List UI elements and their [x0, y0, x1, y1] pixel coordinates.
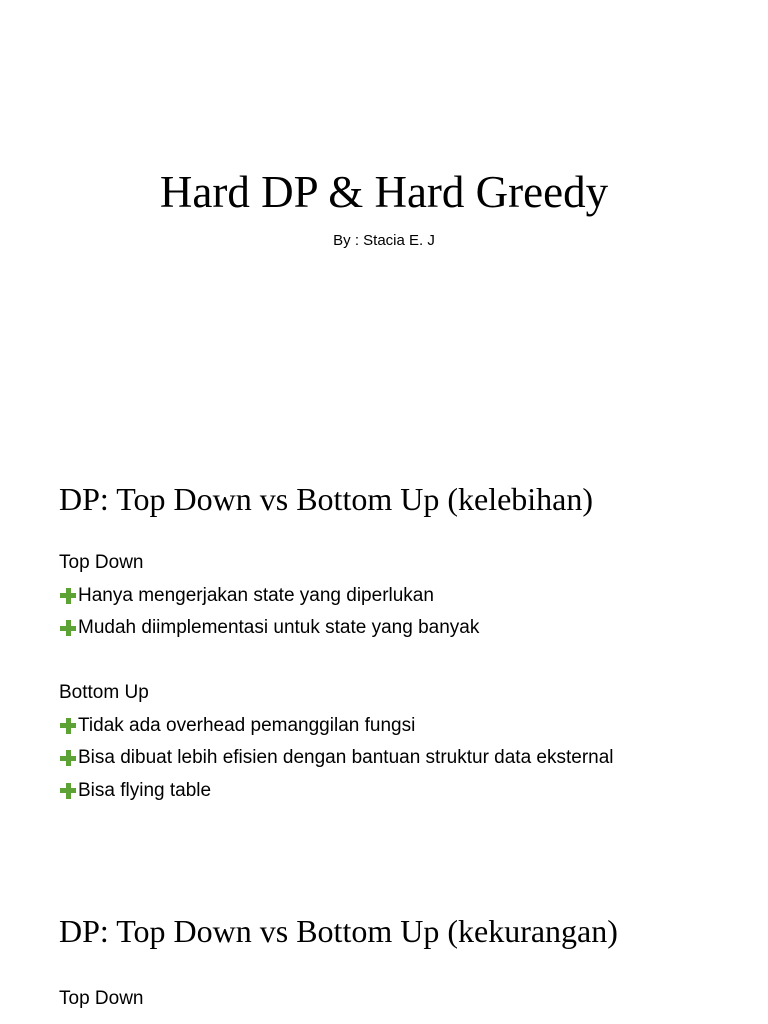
plus-icon [59, 782, 77, 800]
bullet-text: Hanya mengerjakan state yang diperlukan [78, 584, 434, 606]
plus-icon [59, 587, 77, 605]
bullet-item [59, 612, 614, 645]
slide-advantages [0, 430, 768, 860]
bullet-item [59, 580, 614, 613]
bullet-list-top-down [59, 580, 614, 645]
bullet-text: Bisa flying table [78, 779, 212, 801]
bullet-text: Mudah diimplementasi untuk state yang banyak [78, 617, 480, 638]
slide-disadvantages [0, 860, 768, 1024]
bullet-text: Tidak ada overhead pemanggilan fungsi [78, 714, 416, 736]
bullet-list-bottom-up [59, 710, 614, 808]
plus-icon [59, 717, 77, 735]
section-label-top-down: Top Down [59, 988, 144, 1009]
section-label-bottom-up: Bottom Up [59, 682, 149, 703]
title-slide [0, 0, 768, 430]
slide-heading: DP: Top Down vs Bottom Up (kekurangan) [59, 913, 618, 949]
author-subtitle: By : Stacia E. J [333, 232, 435, 249]
slide-heading: DP: Top Down vs Bottom Up (kelebihan) [59, 481, 594, 517]
slide-body [59, 547, 614, 807]
bullet-item [59, 742, 614, 775]
bullet-text: Bisa dibuat lebih efisien dengan bantuan struktur data eksternal [78, 747, 614, 768]
plus-icon [59, 619, 77, 637]
bullet-item [59, 775, 614, 808]
slide-body [59, 983, 144, 1016]
presentation-title: Hard DP & Hard Greedy [159, 167, 609, 217]
section-spacer [59, 645, 614, 678]
plus-icon [59, 749, 77, 767]
bullet-item [59, 710, 614, 743]
section-label-top-down: Top Down [59, 552, 144, 573]
